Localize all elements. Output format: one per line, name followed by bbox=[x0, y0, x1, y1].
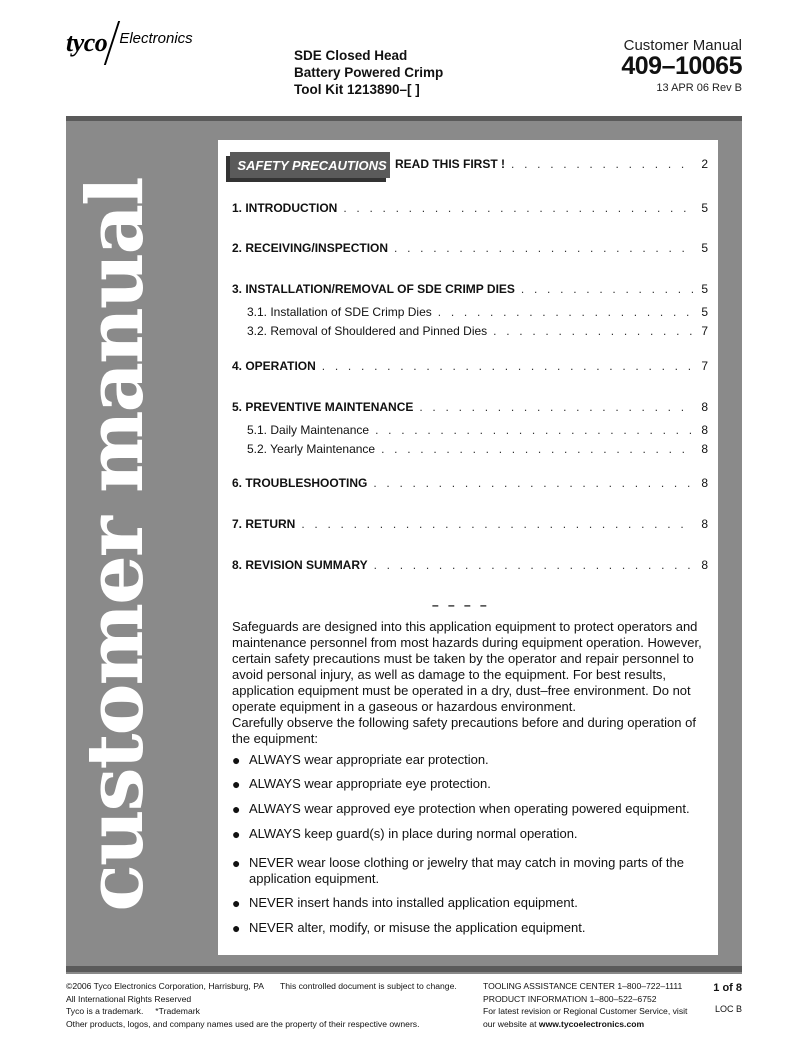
list-item bbox=[232, 801, 710, 817]
safeguards-paragraph: Safeguards are designed into this application equipment to protect operators and maintenance personnel from most hazards during equipment operation. However, certain safety precautions must be taken by the operator and repair personnel to avoid personal injury, as well as damage to the equipment. For best results, application equipment must be operated in a dry, dust–free environment. Do not operate equipment in a gaseous or hazardous environment. bbox=[232, 619, 702, 714]
toc-label: 7. RETURN bbox=[232, 517, 296, 531]
bullet-text: ALWAYS wear appropriate ear protection. bbox=[249, 752, 489, 767]
toc-entry-daily-maintenance[interactable] bbox=[247, 423, 708, 437]
bullet-text: NEVER alter, modify, or misuse the application equipment. bbox=[249, 920, 586, 935]
list-item bbox=[232, 752, 710, 768]
latest-revision-note: For latest revision or Regional Customer Service, visit bbox=[483, 1006, 688, 1016]
toc-page: 5 bbox=[701, 241, 708, 255]
bullet-icon: ● bbox=[232, 752, 241, 768]
leader-dots bbox=[373, 476, 694, 490]
bullet-icon: ● bbox=[232, 776, 241, 792]
band-top-rule bbox=[66, 116, 742, 121]
manual-type: Customer Manual bbox=[623, 37, 742, 54]
toc-label: 4. OPERATION bbox=[232, 359, 316, 373]
toc-entry-installation-dies[interactable] bbox=[247, 305, 708, 319]
bullet-text: ALWAYS wear approved eye protection when operating powered equipment. bbox=[249, 801, 690, 816]
toc-label: 1. INTRODUCTION bbox=[232, 201, 338, 215]
logo-division: Electronics bbox=[119, 29, 193, 47]
toc-entry-operation[interactable] bbox=[232, 359, 708, 373]
document-title bbox=[294, 47, 443, 98]
toc-label: 5.2. Yearly Maintenance bbox=[247, 442, 376, 456]
bullet-icon: ● bbox=[232, 895, 241, 911]
toc-page: 8 bbox=[701, 476, 708, 490]
other-products-note: Other products, logos, and company names used are the property of their respective owners. bbox=[66, 1018, 420, 1029]
copyright: ©2006 Tyco Electronics Corporation, Harrisburg, PA bbox=[66, 981, 265, 991]
leader-dots bbox=[394, 241, 694, 255]
toc-entry-installation[interactable] bbox=[232, 282, 708, 296]
toc-page: 8 bbox=[701, 400, 708, 414]
leader-dots bbox=[493, 324, 694, 338]
toc-page: 8 bbox=[701, 517, 708, 531]
bullet-text: NEVER insert hands into installed application equipment. bbox=[249, 895, 578, 910]
toc-page: 8 bbox=[701, 558, 708, 572]
toc-entry-revision-summary[interactable] bbox=[232, 558, 708, 572]
safety-badge: SAFETY PRECAUTIONS bbox=[237, 157, 387, 173]
toc-label: 3.1. Installation of SDE Crimp Dies bbox=[247, 305, 432, 319]
leader-dots bbox=[419, 400, 694, 414]
bullet-text: ALWAYS wear appropriate eye protection. bbox=[249, 776, 491, 791]
toc-page: 7 bbox=[701, 359, 708, 373]
tyco-electronics-logo bbox=[66, 20, 193, 66]
toc-label: 5. PREVENTIVE MAINTENANCE bbox=[232, 400, 414, 414]
toc-label: 3. INSTALLATION/REMOVAL OF SDE CRIMP DIES bbox=[232, 282, 515, 296]
leader-dots bbox=[381, 442, 694, 456]
leader-dots bbox=[343, 201, 694, 215]
logo-brand: tyco bbox=[66, 28, 108, 57]
side-banner-text: customer manual bbox=[70, 178, 161, 912]
title-line: Tool Kit 1213890–[ ] bbox=[294, 82, 420, 97]
leader-dots bbox=[438, 305, 694, 319]
toc-entry-yearly-maintenance[interactable] bbox=[247, 442, 708, 456]
list-item bbox=[232, 776, 710, 792]
rights-reserved: All International Rights Reserved bbox=[66, 993, 192, 1004]
toc-entry-safety[interactable] bbox=[395, 157, 708, 171]
toc-page: 8 bbox=[701, 423, 708, 437]
footer-contacts bbox=[483, 980, 687, 1030]
toc-label: 8. REVISION SUMMARY bbox=[232, 558, 368, 572]
list-item bbox=[232, 920, 710, 936]
website-line bbox=[483, 1018, 687, 1031]
toc-page: 7 bbox=[701, 324, 708, 338]
list-item bbox=[232, 895, 710, 911]
leader-dots bbox=[374, 558, 694, 572]
toc-label: 3.2. Removal of Shouldered and Pinned Dies bbox=[247, 324, 488, 338]
leader-dots bbox=[301, 517, 694, 531]
toc-entry-receiving[interactable] bbox=[232, 241, 708, 255]
bullet-icon: ● bbox=[232, 920, 241, 936]
toc-page: 5 bbox=[701, 282, 708, 296]
title-line: Battery Powered Crimp bbox=[294, 65, 444, 80]
title-line: SDE Closed Head bbox=[294, 48, 408, 63]
website-prefix: our website at bbox=[483, 1018, 539, 1029]
toc-label: 2. RECEIVING/INSPECTION bbox=[232, 241, 389, 255]
toc-label: READ THIS FIRST ! bbox=[395, 157, 505, 171]
toc-page: 2 bbox=[701, 157, 708, 171]
date-revision: 13 APR 06 Rev B bbox=[656, 82, 742, 94]
list-item bbox=[232, 826, 710, 842]
website-link[interactable]: www.tycoelectronics.com bbox=[538, 1018, 645, 1029]
controlled-document-note: This controlled document is subject to change. bbox=[280, 981, 457, 991]
toc-label: 6. TROUBLESHOOTING bbox=[232, 476, 368, 490]
leader-dots bbox=[511, 157, 694, 171]
toc-page: 5 bbox=[701, 201, 708, 215]
trademark-note: Tyco is a trademark. *Trademark bbox=[66, 1006, 200, 1016]
bullet-icon: ● bbox=[232, 855, 241, 871]
leader-dots bbox=[521, 282, 694, 296]
bullet-icon: ● bbox=[232, 826, 241, 842]
toc-page: 5 bbox=[701, 305, 708, 319]
leader-dots bbox=[322, 359, 694, 373]
bullet-icon: ● bbox=[232, 801, 241, 817]
band-bottom-rule bbox=[66, 966, 742, 972]
document-number: 409–10065 bbox=[621, 52, 742, 80]
toc-page: 8 bbox=[701, 442, 708, 456]
toc-entry-preventive-maintenance[interactable] bbox=[232, 400, 708, 414]
bullet-text: NEVER wear loose clothing or jewelry that may catch in moving parts of the application equipment. bbox=[249, 855, 684, 886]
location-code: LOC B bbox=[714, 1004, 742, 1014]
tooling-assistance: TOOLING ASSISTANCE CENTER 1–800–722–1111 bbox=[483, 981, 683, 991]
toc-entry-introduction[interactable] bbox=[232, 201, 708, 215]
leader-dots bbox=[375, 423, 694, 437]
toc-label: 5.1. Daily Maintenance bbox=[247, 423, 370, 437]
product-information: PRODUCT INFORMATION 1–800–522–6752 bbox=[483, 993, 657, 1004]
section-separator: – – – – bbox=[432, 598, 490, 612]
bullet-text: ALWAYS keep guard(s) in place during normal operation. bbox=[249, 826, 578, 841]
observe-paragraph: Carefully observe the following safety precautions before and during operation of the equipment: bbox=[232, 715, 696, 746]
toc-entry-troubleshooting[interactable] bbox=[232, 476, 708, 490]
toc-entry-return[interactable] bbox=[232, 517, 708, 531]
page-number: 1 of 8 bbox=[713, 982, 742, 994]
toc-entry-removal-dies[interactable] bbox=[247, 324, 708, 338]
list-item bbox=[232, 855, 710, 887]
